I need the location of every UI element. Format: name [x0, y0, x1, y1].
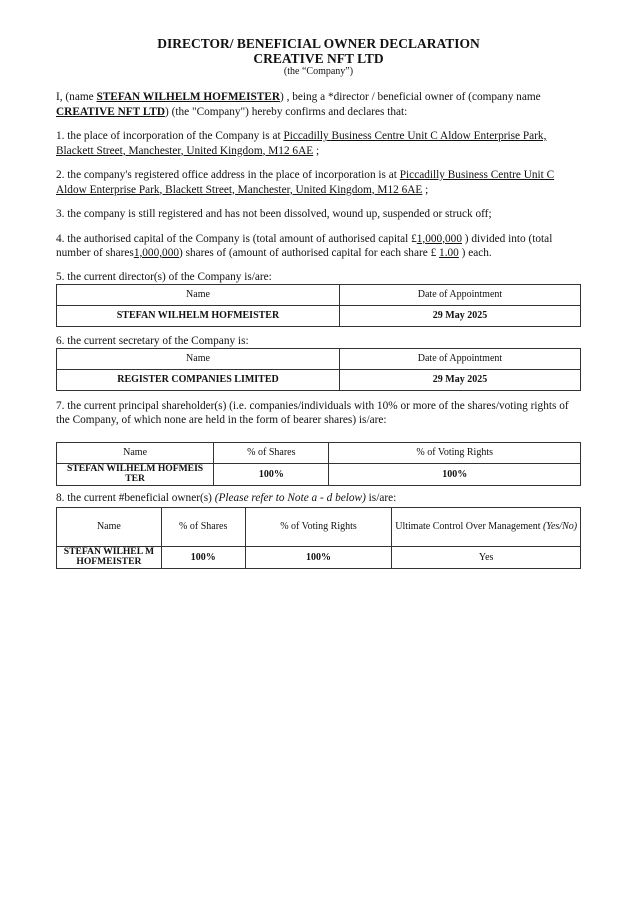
- secretary-name: REGISTER COMPANIES LIMITED: [57, 369, 340, 390]
- declaration-page: [56, 36, 581, 569]
- directors-label: 5. the current director(s) of the Company is/are:: [56, 270, 272, 283]
- shareholder-shares: 100%: [214, 463, 329, 485]
- intro-paragraph: I, (name STEFAN WILHELM HOFMEISTER) , being a *director / beneficial owner of (company name CREATIVE NFT LTD) (the "Company") hereby confirms and declares that:: [56, 91, 541, 118]
- table-header-row: [57, 348, 581, 369]
- header-cell: Name: [57, 284, 340, 305]
- document-title: DIRECTOR/ BENEFICIAL OWNER DECLARATION: [157, 36, 480, 51]
- table-row: [57, 546, 581, 568]
- header-cell: Date of Appointment: [339, 284, 580, 305]
- header-cell: Name: [57, 348, 340, 369]
- header-cell: % of Shares: [161, 507, 245, 546]
- secretary-appointment-date: 29 May 2025: [339, 369, 580, 390]
- beneficial-owner-name: STEFAN WILHEL M HOFMEISTER: [57, 546, 162, 568]
- header-cell: Date of Appointment: [339, 348, 580, 369]
- item-1: 1. the place of incorporation of the Company is at Piccadilly Business Centre Unit C Aldow Enterprise Park, Blackett Street, Manchester, United Kingdom, M12 6AE ;: [56, 130, 547, 157]
- secretary-label: 6. the current secretary of the Company is:: [56, 334, 249, 347]
- shareholder-name: STEFAN WILHELM HOFMEIS TER: [57, 463, 214, 485]
- header-cell: Ultimate Control Over Management (Yes/No): [392, 507, 581, 546]
- table-header-row: [57, 284, 581, 305]
- company-title: CREATIVE NFT LTD: [253, 51, 384, 66]
- beneficial-owner-shares: 100%: [161, 546, 245, 568]
- incorporation-place: Piccadilly Business Centre Unit C Aldow Enterprise Park, Blackett Street, Manchester, United Kingdom, M12 6AE: [56, 130, 547, 157]
- table-row: [57, 305, 581, 326]
- beneficial-owners-table: [56, 507, 581, 569]
- table-header-row: [57, 442, 581, 463]
- table-header-row: [57, 507, 581, 546]
- beneficial-owner-control: Yes: [392, 546, 581, 568]
- item-3: 3. the company is still registered and has not been dissolved, wound up, suspended or struck off;: [56, 208, 492, 220]
- header-cell: % of Voting Rights: [245, 507, 392, 546]
- company-name: CREATIVE NFT LTD: [56, 105, 166, 118]
- shareholder-voting: 100%: [329, 463, 581, 485]
- beneficial-owner-voting: 100%: [245, 546, 392, 568]
- table-row: [57, 369, 581, 390]
- header-cell: % of Voting Rights: [329, 442, 581, 463]
- share-value: 1.00: [439, 247, 459, 259]
- item-2: 2. the company's registered office address in the place of incorporation is at Piccadilly Business Centre Unit C Aldow Enterprise Park, Blackett Street, Manchester, United Kingdom, M12 6AE ;: [56, 169, 555, 196]
- header-cell: Name: [57, 442, 214, 463]
- director-appointment-date: 29 May 2025: [339, 305, 580, 326]
- directors-table: [56, 284, 581, 327]
- company-subtitle: (the “Company”): [283, 66, 354, 77]
- total-shares: 1,000,000: [133, 247, 179, 259]
- header-cell: % of Shares: [214, 442, 329, 463]
- note-reference: (Please refer to Note a - d below): [214, 491, 366, 504]
- table-row: [57, 463, 581, 485]
- registered-office: Piccadilly Business Centre Unit C Aldow Enterprise Park, Blackett Street, Manchester, United Kingdom, M12 6AE: [56, 169, 555, 196]
- beneficial-owners-label: 8. the current #beneficial owner(s) (Please refer to Note a - d below) is/are:: [56, 491, 397, 504]
- header-cell: Name: [57, 507, 162, 546]
- item-4: 4. the authorised capital of the Company is (total amount of authorised capital £1,000,000 ) divided into (total number of shares1,000,000) shares of (amount of authorised capital for each share £ 1.00 ) each.: [56, 232, 553, 259]
- shareholders-table: [56, 442, 581, 486]
- authorised-capital: 1,000,000: [416, 232, 462, 245]
- shareholders-label: 7. the current principal shareholder(s) (i.e. companies/individuals with 10% or more of the shares/voting rights of the Company, of which none are held in the form of bearer shares) is/are:: [56, 399, 569, 426]
- declarant-name: STEFAN WILHELM HOFMEISTER: [96, 91, 280, 103]
- director-name: STEFAN WILHELM HOFMEISTER: [57, 305, 340, 326]
- secretary-table: [56, 348, 581, 391]
